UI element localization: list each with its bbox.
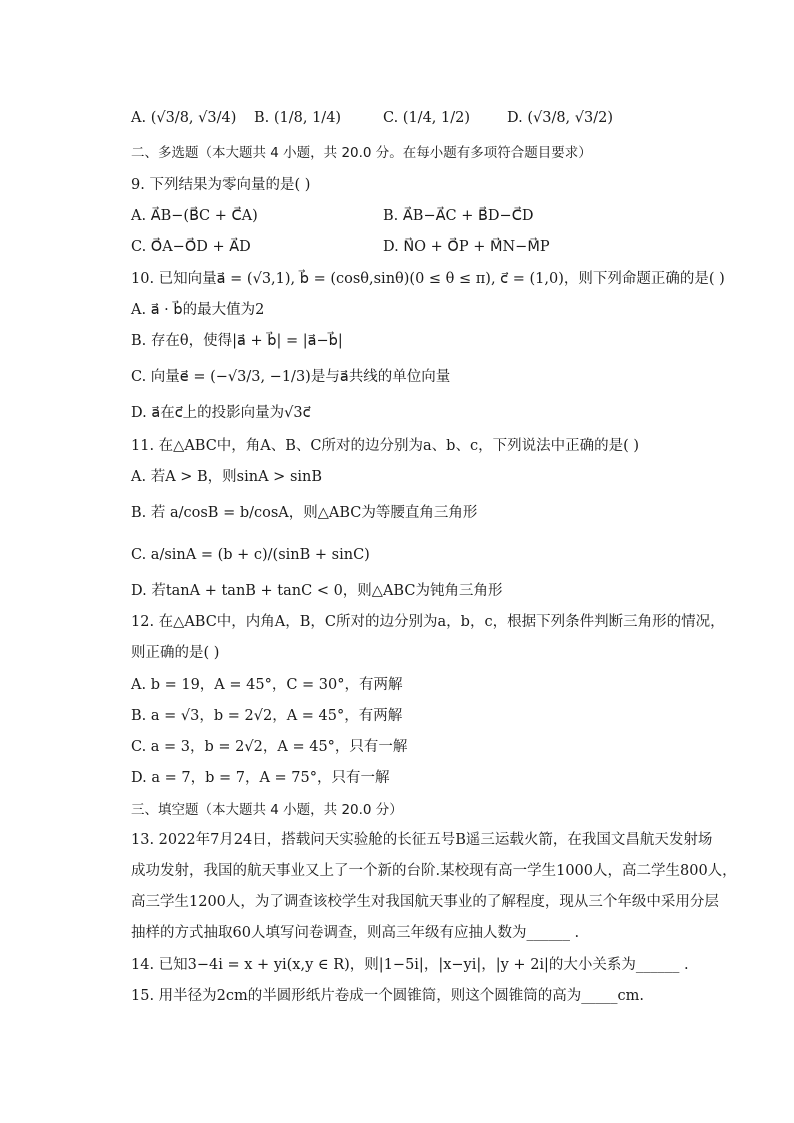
- q12-option-a: A. b = 19，A = 45°，C = 30°，有两解: [131, 677, 403, 693]
- q8-option-b: B. (1/8, 1/4): [254, 110, 342, 126]
- q8-option-d: D. (√3/8, √3/2): [507, 110, 614, 126]
- q12-option-d: D. a = 7，b = 7，A = 75°，只有一解: [131, 770, 390, 786]
- q13-line4: 抽样的方式抽取60人填写问卷调查，则高三年级有应抽人数为______ .: [131, 925, 580, 941]
- q12-option-b: B. a = √3，b = 2√2，A = 45°，有两解: [131, 708, 403, 724]
- q8-option-a: A. (√3/8, √3/4): [131, 110, 237, 126]
- q12-option-c: C. a = 3，b = 2√2，A = 45°，只有一解: [131, 739, 408, 755]
- q13-line3: 高三学生1200人，为了调查该校学生对我国航天事业的了解程度，现从三个年级中采用分层: [131, 894, 719, 910]
- q9-option-a: A. A⃗B−(B⃗C + C⃗A): [131, 208, 258, 224]
- section-3-header: 三、填空题（本大题共 4 小题，共 20.0 分）: [131, 802, 403, 818]
- q9-option-b: B. A⃗B−A⃗C + B⃗D−C⃗D: [383, 208, 534, 224]
- q10-option-c: C. 向量e⃗ = (−√3/3, −1/3)是与a⃗共线的单位向量: [131, 369, 451, 385]
- section-2-header: 二、多选题（本大题共 4 小题，共 20.0 分。在每小题有多项符合题目要求）: [131, 145, 592, 161]
- q10-stem: 10. 已知向量a⃗ = (√3,1), b⃗ = (cosθ,sinθ)(0 ≤ θ ≤ π), c⃗ = (1,0)，则下列命题正确的是( ): [131, 271, 725, 287]
- q11-option-a: A. 若A > B，则sinA > sinB: [131, 469, 323, 485]
- q10-option-d: D. a⃗在c⃗上的投影向量为√3c⃗: [131, 405, 311, 421]
- q13-line2: 成功发射，我国的航天事业又上了一个新的台阶.某校现有高一学生1000人，高二学生800人，: [131, 863, 737, 879]
- q11-option-c: C. a/sinA = (b + c)/(sinB + sinC): [131, 547, 370, 563]
- q15-text: 15. 用半径为2cm的半圆形纸片卷成一个圆锥筒，则这个圆锥筒的高为_____cm.: [131, 988, 644, 1004]
- q12-stem-line1: 12. 在△ABC中，内角A，B，C所对的边分别为a，b，c，根据下列条件判断三角形的情况，: [131, 614, 725, 630]
- q9-option-c: C. O⃗A−O⃗D + A⃗D: [131, 239, 251, 255]
- q10-option-a: A. a⃗ · b⃗的最大值为2: [131, 302, 265, 318]
- q10-option-b: B. 存在θ，使得|a⃗ + b⃗| = |a⃗−b⃗|: [131, 333, 343, 349]
- q8-option-c: C. (1/4, 1/2): [383, 110, 470, 126]
- q11-option-b: B. 若 a/cosB = b/cosA，则△ABC为等腰直角三角形: [131, 505, 478, 521]
- q9-stem: 9. 下列结果为零向量的是( ): [131, 177, 311, 193]
- q12-stem-line2: 则正确的是( ): [131, 645, 220, 661]
- q9-option-d: D. N⃗O + O⃗P + M⃗N−M⃗P: [383, 239, 550, 255]
- q11-option-d: D. 若tanA + tanB + tanC < 0，则△ABC为钝角三角形: [131, 583, 503, 599]
- q11-stem: 11. 在△ABC中，角A、B、C所对的边分别为a、b、c，下列说法中正确的是( ): [131, 438, 640, 454]
- q13-line1: 13. 2022年7月24日，搭载问天实验舱的长征五号B遥三运载火箭，在我国文昌航天发射场: [131, 832, 713, 848]
- q14-text: 14. 已知3−4i = x + yi(x,y ∈ R)，则|1−5i|，|x−yi|，|y + 2i|的大小关系为______ .: [131, 957, 689, 973]
